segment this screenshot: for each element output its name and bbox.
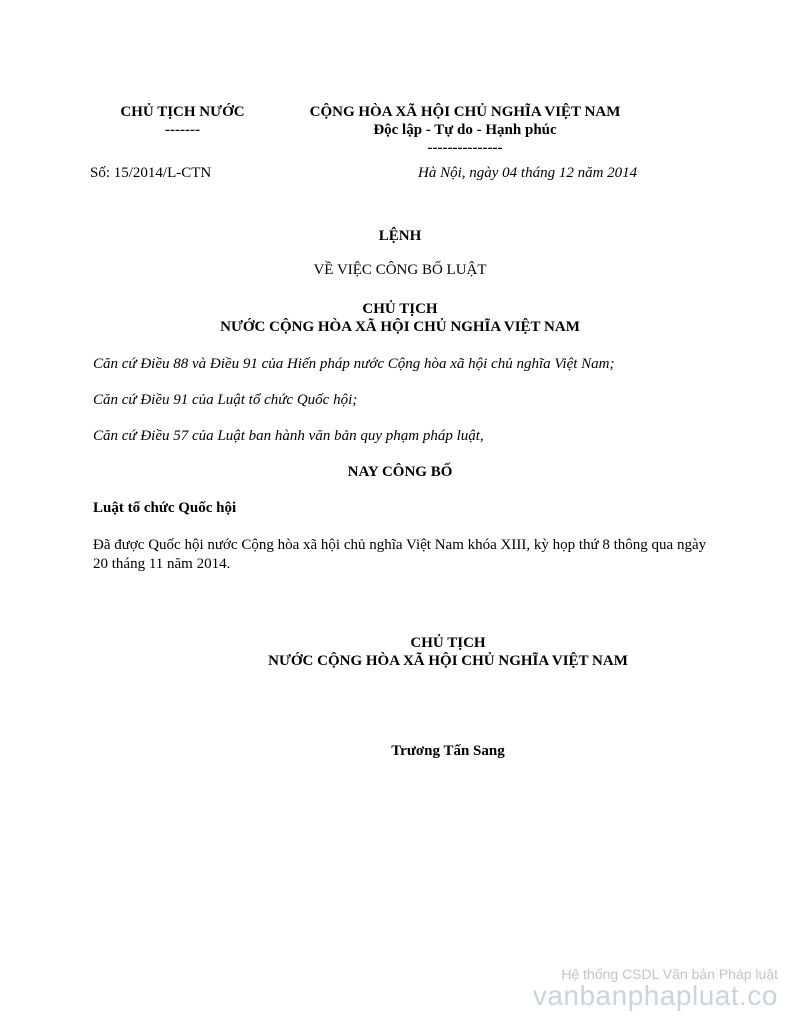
legal-basis-1: Căn cứ Điều 88 và Điều 91 của Hiến pháp nước Cộng hòa xã hội chủ nghĩa Việt Nam;	[93, 356, 615, 372]
signature-title-line-2: NƯỚC CỘNG HÒA XÃ HỘI CHỦ NGHĨA VIỆT NAM	[268, 653, 628, 669]
motto-rule: ---------------	[427, 140, 503, 156]
signature-title-block	[258, 634, 638, 670]
issuer-line-1: CHỦ TỊCH	[362, 301, 438, 317]
document-title: LỆNH	[378, 228, 422, 244]
issuing-agency: CHỦ TỊCH NƯỚC	[120, 104, 245, 120]
issuer-line-2: NƯỚC CỘNG HÒA XÃ HỘI CHỦ NGHĨA VIỆT NAM	[220, 319, 580, 335]
watermark-caption: Hệ thống CSDL Văn bản Pháp luật	[561, 966, 778, 982]
legal-basis-2: Căn cứ Điều 91 của Luật tổ chức Quốc hội;	[93, 392, 358, 408]
watermark-domain: vanbanphapluat.co	[532, 980, 778, 1011]
signature-title-line-1: CHỦ TỊCH	[410, 635, 486, 651]
document-subtitle: VỀ VIỆC CÔNG BỐ LUẬT	[313, 262, 487, 278]
nation-name: CỘNG HÒA XÃ HỘI CHỦ NGHĨA VIỆT NAM	[309, 104, 621, 120]
issuer-block	[0, 300, 800, 336]
agency-rule: -------	[165, 122, 200, 138]
signer-name: Trương Tấn Sang	[391, 743, 505, 759]
law-name: Luật tổ chức Quốc hội	[93, 500, 237, 516]
document-number: Số: 15/2014/L-CTN	[90, 165, 212, 181]
national-title-block	[285, 103, 645, 157]
legal-basis-3: Căn cứ Điều 57 của Luật ban hành văn bản quy phạm pháp luật,	[93, 428, 484, 444]
body-paragraph: Đã được Quốc hội nước Cộng hòa xã hội chủ nghĩa Việt Nam khóa XIII, kỳ họp thứ 8 thông qua ngày 20 tháng 11 năm 2014.	[93, 537, 707, 572]
issuing-agency-block	[95, 103, 270, 139]
proclamation-heading: NAY CÔNG BỐ	[347, 464, 453, 480]
document-date: Hà Nội, ngày 04 tháng 12 năm 2014	[418, 165, 638, 181]
national-motto: Độc lập - Tự do - Hạnh phúc	[373, 122, 557, 138]
